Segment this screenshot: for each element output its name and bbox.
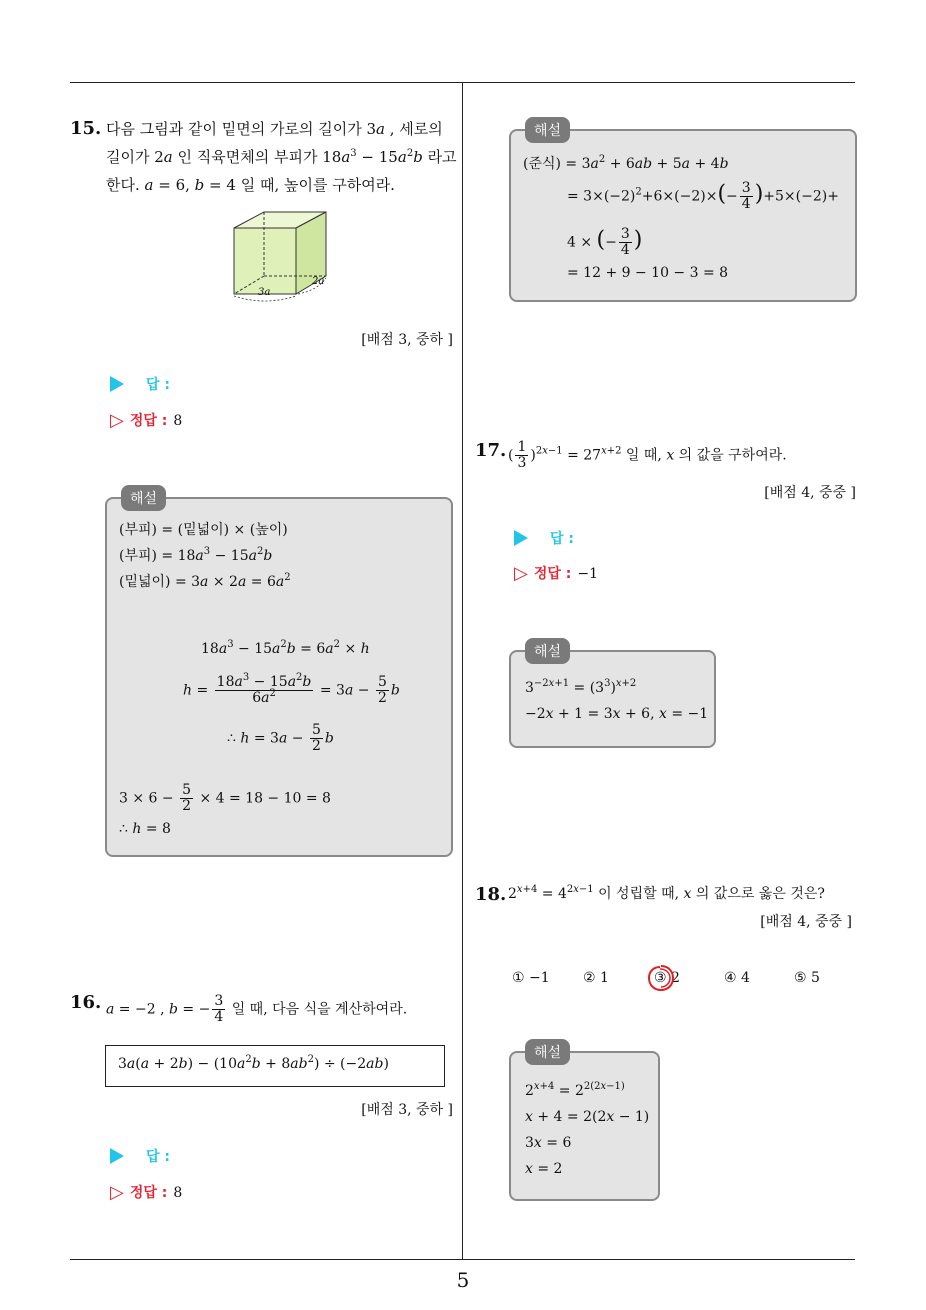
correct-label: 정답 : [129,413,168,429]
answer-label: 답 : [146,377,170,393]
q16-answer-row[interactable] [110,1146,170,1166]
explain-line: ∴ h = 3a − $\frac{5}{2}$ b [227,722,334,754]
explanation-tag: 해설 [525,638,570,664]
q16-explanation-box [509,123,857,302]
correct-value: −1 [577,566,599,582]
explain-line: (부피) = (밑넓이) × (높이) [119,522,288,538]
selected-answer-circle-icon [646,963,676,993]
choice-2[interactable]: ② 1 [583,970,609,986]
question-15-text: 다음 그림과 같이 밑면의 가로의 길이가 3a , 세로의 길이가 2a 인 직육면체의 부피가 $18a^3 - 15a^2b$ 라고 한다. a = 6, b = 4 일 때, 높이를 구하여라. [106,120,457,194]
explain-line: = $3\times(-2)^2+6\times(-2)\times(-$ $\frac{3}{4}$ )+5×(−2)+ [567,180,839,212]
explain-line: 3x = 6 [525,1135,572,1151]
play-arrow-icon [110,376,124,392]
question-18-number: 18. [475,884,507,905]
explain-line: = 12 + 9 − 10 − 3 = 8 [567,265,729,281]
page-number: 5 [456,1268,470,1292]
q17-explanation-box [509,644,716,748]
choice-3[interactable]: ③ 2 [654,970,680,986]
q18-explanation-box [509,1045,660,1201]
q16-score: [배점 3, 중하 ] [361,1102,453,1118]
correct-label: 정답 : [533,566,572,582]
explain-line: $3^{-2x+1} = (3^3)^{x+2}$ [525,678,637,696]
choice-1[interactable]: ① −1 [512,970,550,986]
q17-score: [배점 4, 중중 ] [764,485,856,501]
outline-arrow-icon: ▷ [110,410,124,431]
q15-correct-row [110,410,182,431]
explain-line: $18a^3 - 15a^2b = 6a^2 \times h$ [201,639,370,657]
question-17-number: 17. [475,440,507,461]
explain-line: 3 × 6 − $\frac{5}{2}$ × 4 = 18 − 10 = 8 [119,782,331,814]
explain-line: (부피) = $18a^3 - 15a^2b$ [119,546,273,564]
figure-label-3a: 3a [258,287,271,298]
explain-line: 4 × (− $\frac{3}{4}$ ) [567,226,643,258]
column-divider [462,83,463,1260]
explain-line: $2^{x+4} = 2^{2(2x-1)}$ [525,1081,625,1099]
explain-line: (밑넓이) = $3a \times 2a = 6a^2$ [119,572,291,590]
choice-5[interactable]: ⑤ 5 [794,970,820,986]
question-15-number: 15. [70,118,102,139]
q15-score: [배점 3, 중하 ] [361,332,453,348]
question-16-text: a = −2 , b = − $\frac{3}{4}$ 일 때, 다음 식을 계산하여라. [106,993,408,1025]
correct-value: 8 [173,413,183,429]
explain-line: h = $\frac{18a^3 - 15a^2b}{6a^2}$ = 3a − $\frac{5}{2}$ b [183,672,400,706]
q15-answer-row[interactable] [110,374,170,394]
answer-label: 답 : [146,1149,170,1165]
outline-arrow-icon: ▷ [514,563,528,584]
explanation-tag: 해설 [525,117,570,143]
question-16-number: 16. [70,992,102,1013]
correct-label: 정답 : [129,1185,168,1201]
answer-label: 답 : [550,531,574,547]
correct-value: 8 [173,1185,183,1201]
q17-correct-row [514,563,598,584]
explain-line: x + 4 = 2(2x − 1) [525,1109,650,1125]
play-arrow-icon [110,1148,124,1164]
explain-line: x = 2 [525,1161,563,1177]
question-18-text: $2^{x+4} = 4^{2x-1}$ 이 성립할 때, x 의 값으로 옳은 것은? [508,884,825,902]
explain-line: −2x + 1 = 3x + 6, x = −1 [525,706,709,722]
q17-answer-row[interactable] [514,528,574,548]
explain-line: (준식) = $3a^2 + 6ab + 5a + 4b$ [523,154,729,172]
q16-expression-box: $3a(a + 2b) - (10a^2b + 8ab^2) \div (-2ab)$ [105,1045,445,1087]
q15-explanation-box [105,491,453,857]
explanation-tag: 해설 [525,1039,570,1065]
cuboid-figure [226,206,346,306]
choice-4[interactable]: ④ 4 [724,970,750,986]
figure-label-2a: 2a [312,276,325,287]
q18-score: [배점 4, 중중 ] [760,914,852,930]
outline-arrow-icon: ▷ [110,1182,124,1203]
question-17-text: ( $\frac{1}{3}$ )$^{2x-1} = 27^{x+2}$ 일 때, x 의 값을 구하여라. [508,439,787,471]
play-arrow-icon [514,530,528,546]
explanation-tag: 해설 [121,485,166,511]
q16-correct-row [110,1182,182,1203]
q18-choices [512,970,852,994]
explain-line: ∴ h = 8 [119,821,171,837]
